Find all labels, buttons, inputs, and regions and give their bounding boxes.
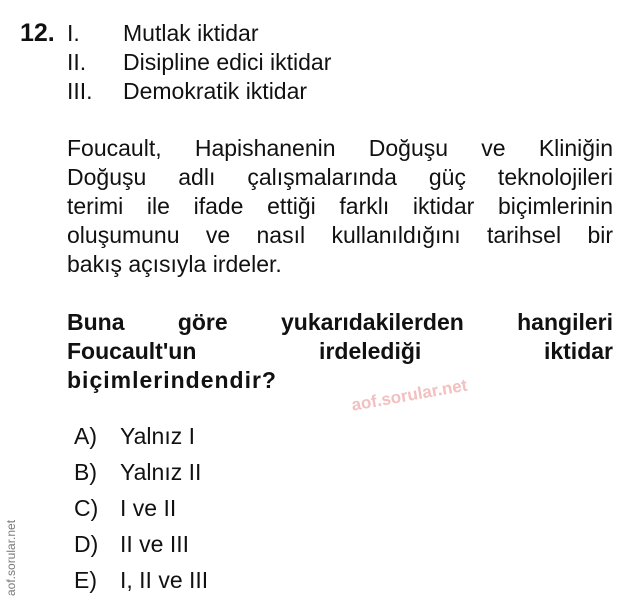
statement-item: [67, 47, 331, 76]
prompt-line: biçimlerindendir?: [67, 367, 277, 393]
statement-text: Disipline edici iktidar: [123, 49, 332, 75]
watermark: aof.sorular.net: [350, 375, 469, 415]
statement-roman: III.: [67, 78, 93, 104]
question-number: 12.: [20, 19, 55, 47]
statement-roman: II.: [67, 49, 87, 75]
answer-option-a[interactable]: [74, 418, 208, 454]
statement-item: [67, 76, 331, 105]
option-text: II ve III: [120, 531, 190, 557]
statement-item: [67, 18, 331, 47]
option-letter: C): [74, 495, 99, 521]
answer-option-b[interactable]: [74, 454, 208, 490]
answer-option-d[interactable]: [74, 526, 208, 562]
statement-text: Mutlak iktidar: [123, 20, 259, 46]
paragraph-line: bakış açısıyla irdeler.: [67, 251, 282, 277]
side-watermark: aof.sorular.net: [4, 519, 18, 596]
question-prompt: [67, 308, 613, 395]
paragraph-line: Foucault, Hapishanenin Doğuşu ve Kliniğin: [67, 135, 613, 161]
paragraph-line: oluşumunu ve nasıl kullanıldığını tarihsel bir: [67, 222, 613, 248]
statement-list: [67, 18, 331, 105]
option-text: I, II ve III: [120, 567, 209, 593]
answer-option-e[interactable]: [74, 562, 208, 598]
question-paragraph: [67, 134, 613, 279]
prompt-line: Buna göre yukarıdakilerden hangileri: [67, 309, 613, 335]
option-letter: E): [74, 567, 97, 593]
statement-roman: I.: [67, 20, 80, 46]
option-letter: B): [74, 459, 97, 485]
option-letter: A): [74, 423, 97, 449]
answer-option-c[interactable]: [74, 490, 208, 526]
answer-options: [74, 418, 208, 598]
paragraph-line: Doğuşu adlı çalışmalarında güç teknolojileri: [67, 164, 613, 190]
option-letter: D): [74, 531, 99, 557]
statement-text: Demokratik iktidar: [123, 78, 308, 104]
option-text: Yalnız I: [120, 423, 195, 449]
option-text: Yalnız II: [120, 459, 202, 485]
paragraph-line: terimi ile ifade ettiği farklı iktidar biçimlerinin: [67, 193, 613, 219]
option-text: I ve II: [120, 495, 177, 521]
prompt-line: Foucault'un irdelediği iktidar: [67, 338, 613, 364]
